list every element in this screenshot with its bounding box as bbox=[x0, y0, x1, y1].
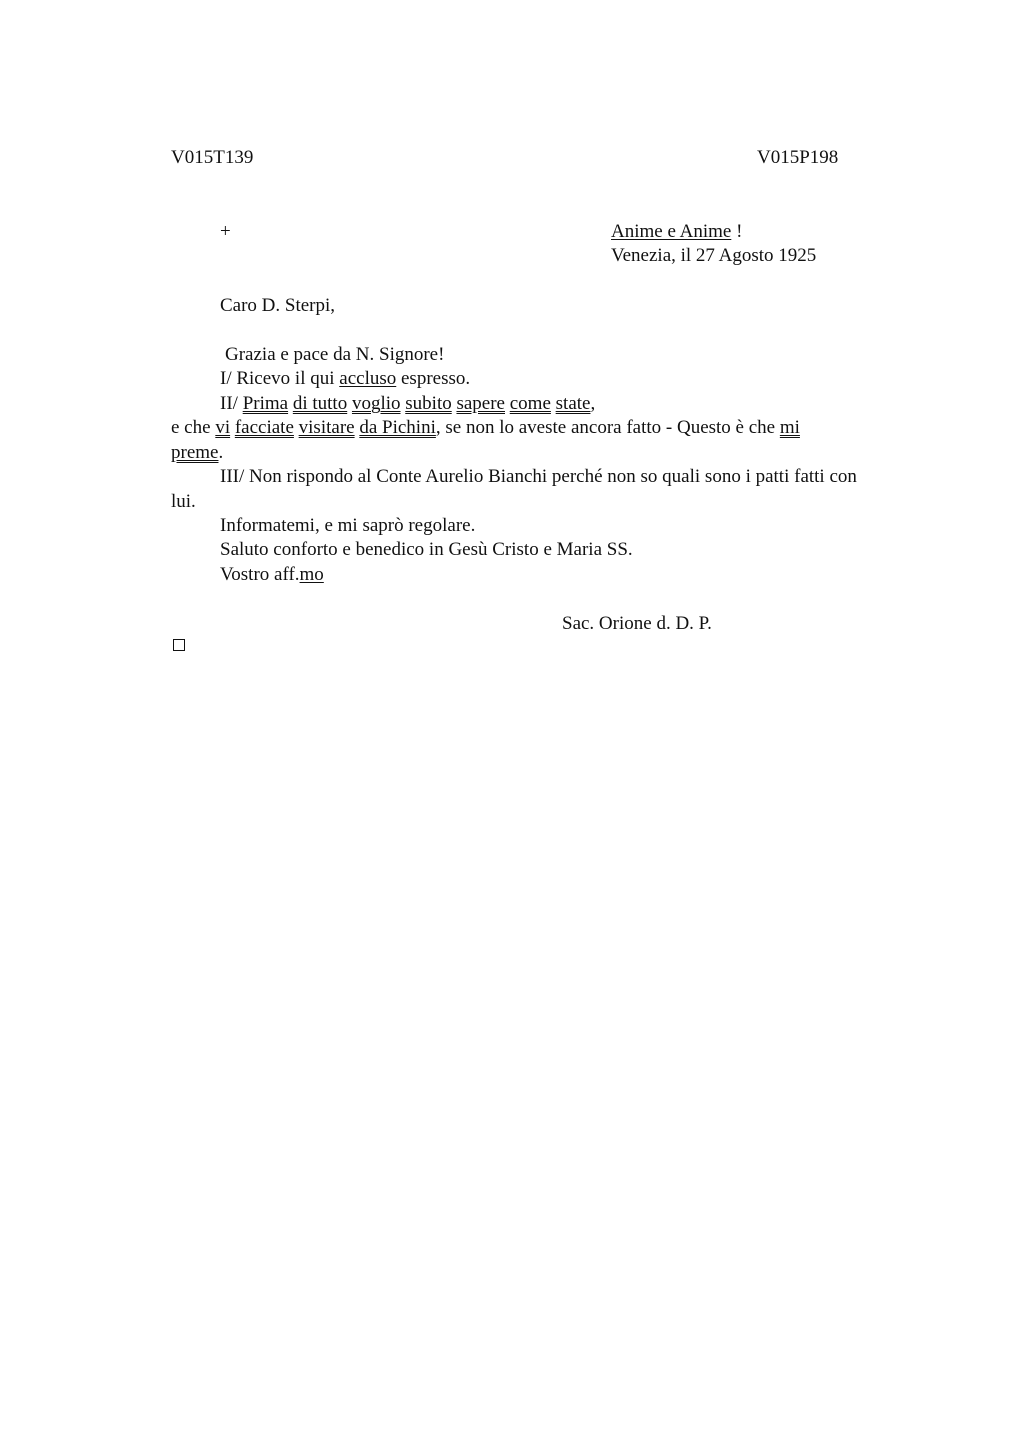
p2-text: , se non lo aveste ancora fatto - Questo è che bbox=[435, 417, 780, 438]
p1-prefix: I/ Ricevo il qui bbox=[220, 368, 340, 389]
p2-word: preme bbox=[171, 442, 219, 463]
p2-text: e che bbox=[171, 417, 216, 438]
date-line: Venezia, il 27 Agosto 1925 bbox=[611, 245, 817, 266]
cross-symbol: + bbox=[220, 221, 231, 242]
paragraph-1 bbox=[220, 367, 470, 391]
header-right-code: V015P198 bbox=[757, 147, 839, 168]
signature: Sac. Orione d. D. P. bbox=[562, 613, 712, 634]
closing-line bbox=[220, 563, 324, 587]
motto-line bbox=[611, 220, 742, 244]
p2-punct: . bbox=[218, 442, 224, 463]
p2-word: vi bbox=[215, 417, 231, 438]
paragraph-2-line-3 bbox=[171, 441, 223, 465]
p2-word: subito bbox=[405, 393, 452, 414]
paragraph-4: Informatemi, e mi saprò regolare. bbox=[220, 515, 476, 536]
p2-word: visitare bbox=[298, 417, 355, 438]
motto-text: Anime e Anime bbox=[611, 221, 732, 242]
paragraph-2-line-1 bbox=[220, 392, 595, 416]
closing-underlined: mo bbox=[299, 564, 324, 585]
paragraph-2-line-2 bbox=[171, 416, 800, 440]
p2-punct: , bbox=[590, 393, 596, 414]
paragraph-3-line-2: lui. bbox=[171, 491, 196, 512]
p2-word: di tutto bbox=[292, 393, 348, 414]
p2-word: sapere bbox=[456, 393, 505, 414]
p1-suffix: espresso. bbox=[396, 368, 471, 389]
paragraph-3-line-1: III/ Non rispondo al Conte Aurelio Bianchi perché non so quali sono i patti fatti con bbox=[220, 466, 857, 487]
p1-underlined: accluso bbox=[339, 368, 397, 389]
p2-prefix: II/ bbox=[220, 393, 243, 414]
paragraph-5: Saluto conforto e benedico in Gesù Cristo e Maria SS. bbox=[220, 539, 633, 560]
closing-prefix: Vostro aff. bbox=[220, 564, 300, 585]
salutation: Caro D. Sterpi, bbox=[220, 295, 336, 316]
p2-word: mi bbox=[779, 417, 800, 438]
checkbox-square-icon bbox=[173, 639, 185, 651]
p2-word: Prima bbox=[242, 393, 289, 414]
p2-word: facciate bbox=[234, 417, 294, 438]
motto-suffix: ! bbox=[731, 221, 743, 242]
p2-word: state bbox=[555, 393, 591, 414]
greeting-line: Grazia e pace da N. Signore! bbox=[225, 344, 445, 365]
header-left-code: V015T139 bbox=[171, 147, 254, 168]
p2-word: come bbox=[509, 393, 551, 414]
p2-word: voglio bbox=[351, 393, 401, 414]
p2-word: da Pichini bbox=[359, 417, 436, 438]
